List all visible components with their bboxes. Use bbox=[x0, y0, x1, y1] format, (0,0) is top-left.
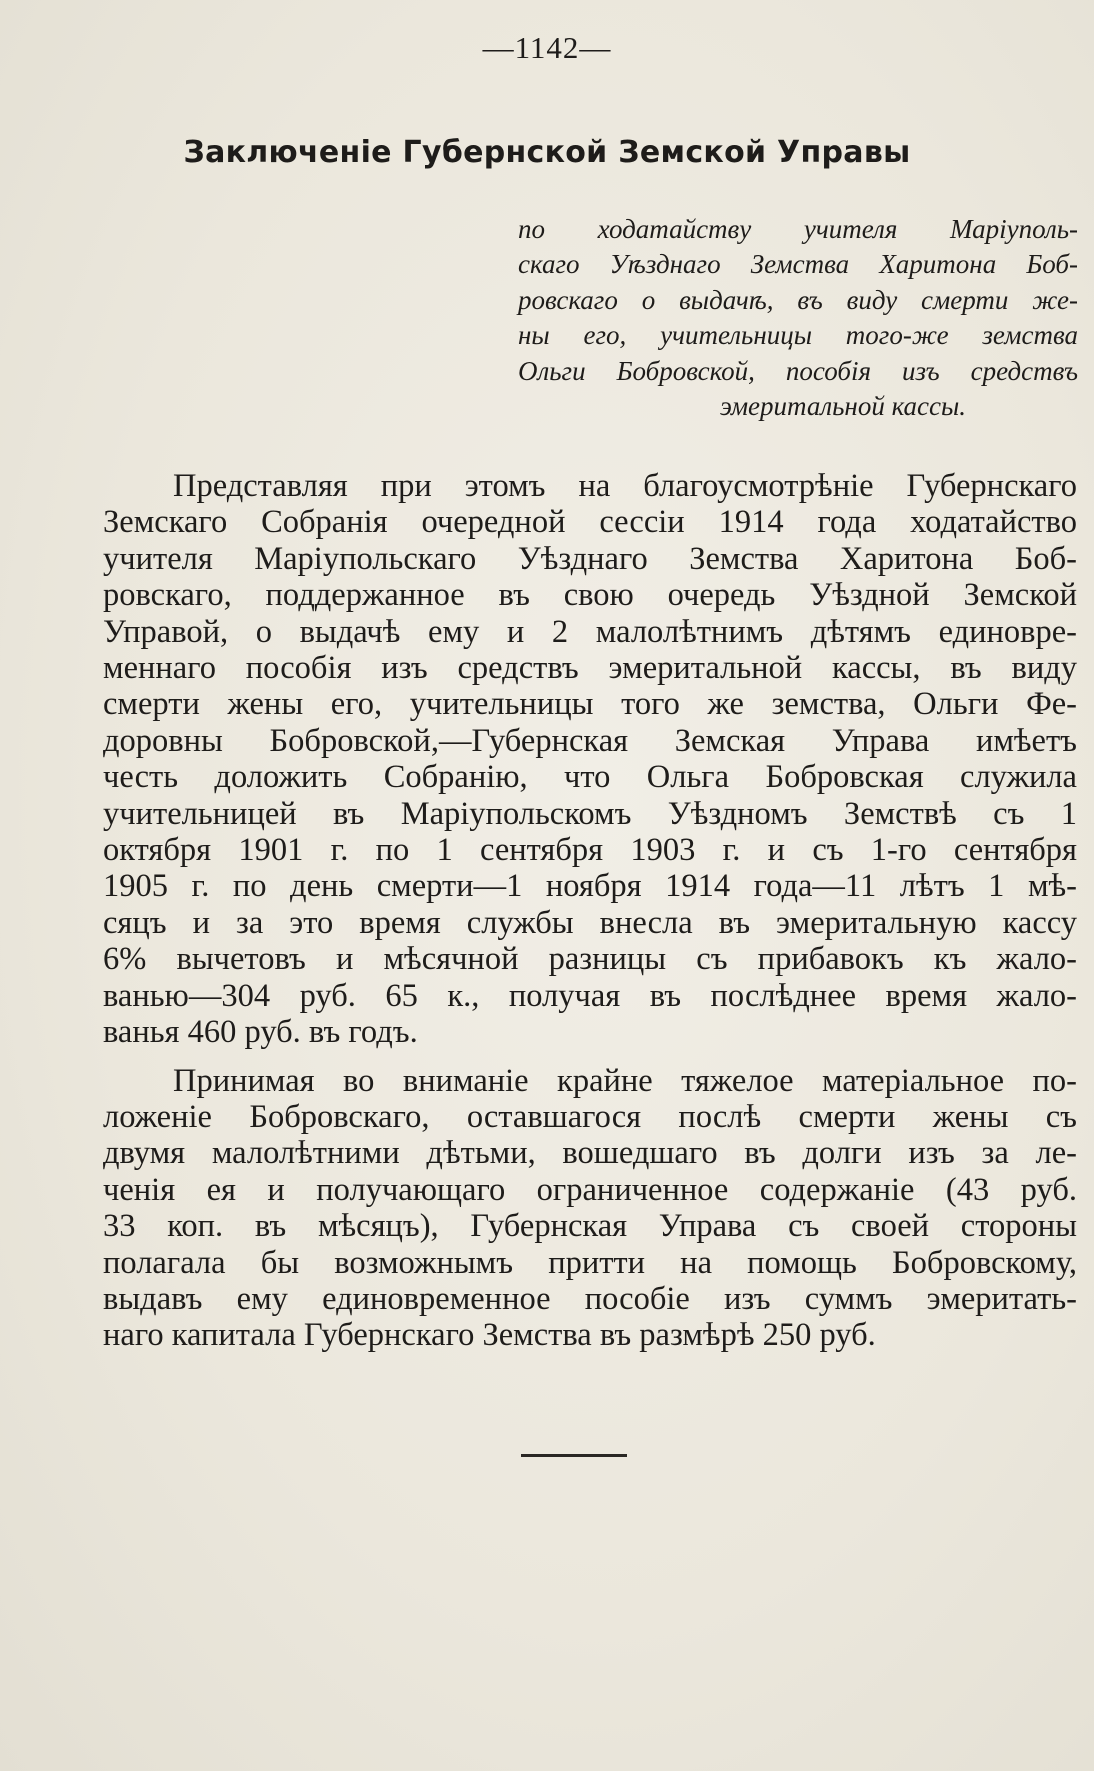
subtitle-line: ны его, учительницы того-же земства bbox=[518, 320, 1078, 351]
text-line: ченія ея и получающаго ограниченное содержаніе (43 руб. bbox=[103, 1171, 1077, 1208]
text-line: октября 1901 г. по 1 сентября 1903 г. и съ 1-го сентября bbox=[103, 832, 1077, 869]
text-line: доровны Бобровской,—Губернская Земская Управа имѣетъ bbox=[103, 722, 1077, 759]
text-line: сяцъ и за это время службы внесла въ эмеритальную кассу bbox=[103, 904, 1077, 941]
text-line: двумя малолѣтними дѣтьми, вошедшаго въ долги изъ за ле- bbox=[103, 1135, 1077, 1172]
text-line: меннаго пособія изъ средствъ эмеритальной кассы, въ виду bbox=[103, 650, 1077, 687]
paragraph-gap bbox=[103, 1051, 1077, 1063]
text-line: Земскаго Собранія очередной сессіи 1914 года ходатайство bbox=[103, 504, 1077, 541]
text-line: полагала бы возможнымъ притти на помощь Бобровскому, bbox=[103, 1244, 1077, 1281]
text-line: ровскаго, поддержанное въ свою очередь Уѣздной Земской bbox=[103, 577, 1077, 614]
subtitle-line: ровскаго о выдачѣ, въ виду смерти же- bbox=[518, 284, 1078, 315]
paragraph-1 bbox=[103, 468, 1077, 1051]
paragraph-2 bbox=[103, 1063, 1077, 1354]
text-line: смерти жены его, учительницы того же земства, Ольги Фе- bbox=[103, 686, 1077, 723]
body-text bbox=[103, 468, 1077, 1354]
text-line: 33 коп. въ мѣсяцъ), Губернская Управа съ своей стороны bbox=[103, 1208, 1077, 1245]
closing-rule bbox=[521, 1454, 627, 1457]
subtitle-line: эмеритальной кассы. bbox=[719, 391, 967, 422]
text-line: ванью—304 руб. 65 к., получая въ послѣднее время жало- bbox=[103, 977, 1077, 1014]
subtitle-line: Ольги Бобровской, пособія изъ средствъ bbox=[518, 355, 1078, 386]
text-line: ванья 460 руб. въ годъ. bbox=[103, 1014, 418, 1051]
subtitle-block bbox=[518, 212, 1078, 424]
subtitle-line: скаго Уѣзднаго Земства Харитона Боб- bbox=[518, 249, 1078, 280]
text-line: выдавъ ему единовременное пособіе изъ суммъ эмеритать- bbox=[103, 1280, 1077, 1317]
text-line: учительницей въ Маріупольскомъ Уѣздномъ Земствѣ съ 1 bbox=[103, 795, 1077, 832]
text-line: 6% вычетовъ и мѣсячной разницы съ прибавокъ къ жало- bbox=[103, 941, 1077, 978]
subtitle-line: по ходатайству учителя Маріуполь- bbox=[518, 214, 1078, 244]
page-number: —1142— bbox=[482, 30, 612, 65]
text-line: ложеніе Бобровскаго, оставшагося послѣ смерти жены съ bbox=[103, 1098, 1077, 1135]
document-heading: Заключеніе Губернской Земской Управы bbox=[183, 135, 911, 170]
text-line: 1905 г. по день смерти—1 ноября 1914 года—11 лѣтъ 1 мѣ- bbox=[103, 868, 1077, 905]
text-line: Представляя при этомъ на благоусмотрѣніе Губернскаго bbox=[173, 468, 1077, 504]
text-line: Управой, о выдачѣ ему и 2 малолѣтнимъ дѣтямъ единовре- bbox=[103, 613, 1077, 650]
text-line: честь доложить Собранію, что Ольга Бобровская служила bbox=[103, 759, 1077, 796]
text-line: наго капитала Губернскаго Земства въ размѣрѣ 250 руб. bbox=[103, 1317, 876, 1354]
text-line: Принимая во вниманіе крайне тяжелое матеріальное по- bbox=[173, 1062, 1077, 1099]
text-line: учителя Маріупольскаго Уѣзднаго Земства Харитона Боб- bbox=[103, 540, 1077, 577]
